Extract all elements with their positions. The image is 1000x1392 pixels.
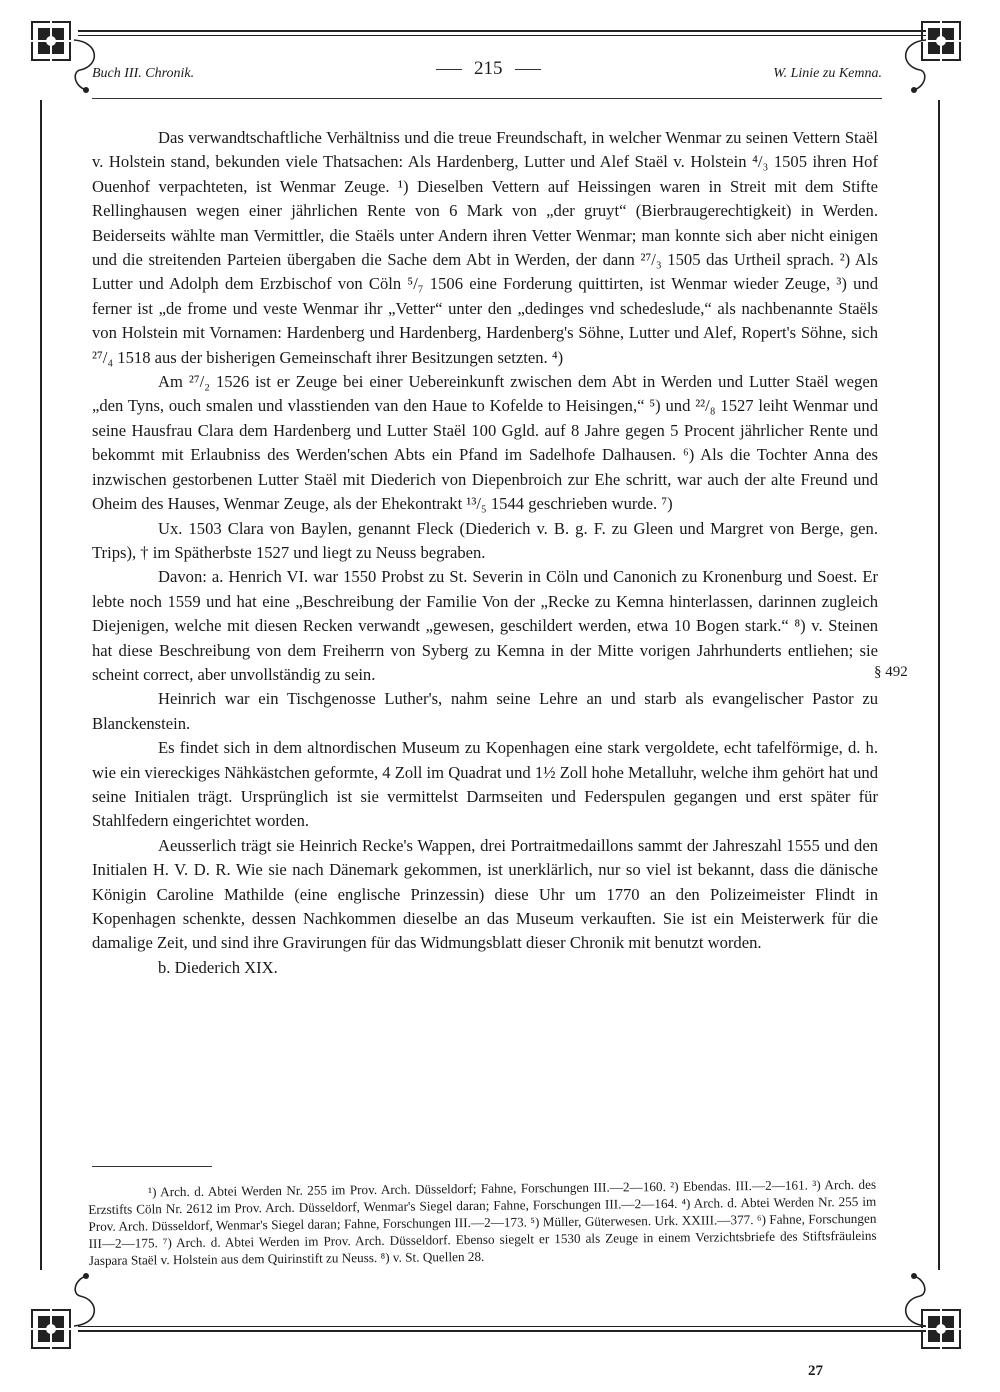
paragraph: Ux. 1503 Clara von Baylen, genannt Fleck (Diederich v. B. g. F. zu Gleen und Margret von Berge, gen. Trips), † im Spätherbste 1527 und liegt zu Neuss begraben. xyxy=(92,518,878,562)
scroll-ornament-bottom-right-icon xyxy=(890,1270,930,1330)
corner-ornament-top-left xyxy=(28,18,74,64)
corner-ornament-bottom-left xyxy=(28,1306,74,1352)
running-header xyxy=(92,58,882,90)
margin-note: § 492 xyxy=(874,664,908,680)
footnotes xyxy=(88,1176,877,1269)
scroll-ornament-top-right-icon xyxy=(890,36,930,96)
paragraph: Heinrich war ein Tischgenosse Luther's, nahm seine Lehre an und starb als evangelischer Pastor zu Blanckenstein. xyxy=(92,689,878,733)
frame-top-line-inner xyxy=(78,35,926,36)
paragraph: Das verwandtschaftliche Verhältniss und die treue Freundschaft, in welcher Wenmar zu seinen Vettern Staël v. Holstein stand, bekunden viele Thatsachen: Als Hardenberg, Lutter und Alef Staël v. Holstein ⁴/₃ 1505 ihren Hof Ouenhof verpachteten, ist Wenmar Zeuge. ¹) Dieselben Vettern auf Heissingen waren in Streit mit dem Stifte Rellinghausen wegen einer jährlichen Rente von 6 Mark von „der gruyt“ (Bierbraugerechtigkeit) in Werden. Beiderseits wählte man Vermittler, die Staëls unter Andern ihren Vetter Wenmar; man konnte sich aber nicht einigen und die streitenden Parteien übergaben die Sache dem Abt in Werden, der dann ²⁷/₃ 1505 das Urtheil sprach. ²) Als Lutter und Adolph dem Erzbischof von Cöln ⁵/₇ 1506 eine Forderung quittirten, ist Wenmar wieder Zeuge, ³) und ferner ist „de frome und veste Wenmar ihr „Vetter“ unter den „dedinges vnd schedeslude,“ als nachbenannte Staëls von Holstein mit Vornamen: Hardenberg und Hardenberg, Hardenberg's Söhne, Lutter und Alef, Ropert's Söhne, sich ²⁷/₄ 1518 aus der bisherigen Gemeinschaft ihrer Besitzungen setzten. ⁴) xyxy=(92,128,878,367)
footnote-rule xyxy=(92,1166,212,1167)
header-rule xyxy=(92,98,882,99)
header-page-number xyxy=(424,58,553,80)
footer-page-number: 27 xyxy=(808,1363,823,1379)
frame-right-line xyxy=(938,100,940,1270)
frame-top-line xyxy=(78,30,926,32)
paragraph: Es findet sich in dem altnordischen Museum zu Kopenhagen eine stark vergoldete, echt tafelförmige, d. h. wie ein viereckiges Nähkästchen geformte, 4 Zoll im Quadrat und 1½ Zoll hohe Metalluhr, welche ihm gehört hat und seine Initialen trägt. Ursprünglich ist sie vermittelst Darmseiten und Federspulen gegangen und erst später für Stahlfedern eingerichtet worden. xyxy=(92,738,878,831)
main-text xyxy=(92,126,878,980)
paragraph: Aeusserlich trägt sie Heinrich Recke's Wappen, drei Portraitmedaillons sammt der Jahreszahl 1555 und den Initialen H. V. D. R. Wie sie nach Dänemark gekommen, ist unerklärlich, nur so viel ist bekannt, dass die dänische Königin Caroline Mathilde (eine englische Prinzessin) diese Uhr um 1770 an den Polizeimeister Flindt in Kopenhagen schenkte, dessen Nachkommen dieselbe an das Museum verkauften. Sie ist ein Meisterwerk für die damalige Zeit, und sind ihre Gravirungen für das Widmungsblatt dieser Chronik mit benutzt worden. xyxy=(92,835,878,953)
header-left: Buch III. Chronik. xyxy=(92,66,195,81)
frame-bottom-line-inner xyxy=(78,1326,926,1327)
page-number: 215 xyxy=(474,58,503,79)
frame-left-line xyxy=(40,100,42,1270)
frame-bottom-line xyxy=(78,1330,926,1332)
paragraph: b. Diederich XIX. xyxy=(158,957,278,977)
paragraph: Am ²⁷/₂ 1526 ist er Zeuge bei einer Uebereinkunft zwischen dem Abt in Werden und Lutter Staël wegen „den Tyns, ouch smalen und vlasstienden van den Haue to Kofelde to Heisingen,“ ⁵) und ²²/₈ 1527 leiht Wenmar und seine Hausfrau Clara dem Hardenberg und Lutter Staël 100 Ggld. auf 8 Jahre gegen 5 Procent jährlicher Rente und bekommt mit Erlaubniss des Werden'schen Abts ein Pfand im Sadelhofe Dalhausen. ⁶) Als die Tochter Anna des inzwischen gestorbenen Lutter Staël mit Diederich von Diepenbroich zur Ehe schritt, war auch der alte Freund und Oheim des Hauses, Wenmar Zeuge, als der Ehekontrakt ¹³/₅ 1544 geschrieben wurde. ⁷) xyxy=(92,372,878,514)
scroll-ornament-bottom-left-icon xyxy=(70,1270,110,1330)
header-right: W. Linie zu Kemna. xyxy=(773,66,882,81)
footnote-text: ¹) Arch. d. Abtei Werden Nr. 255 im Prov. Arch. Düsseldorf; Fahne, Forschungen III.—2—160. ²) Ebendas. III.—2—161. ³) Arch. des Erzstifts Cöln Nr. 2612 im Prov. Arch. Düsseldorf, Wenmar's Siegel daran; Fahne, Forschungen III.—2—164. ⁴) Arch. d. Abtei Werden Nr. 255 im Prov. Arch. Düsseldorf, Wenmar's Siegel daran; Fahne, Forschungen III.—2—173. ⁵) Müller, Güterwesen. Urk. XXIII.—377. ⁶) Fahne, Forschungen III—2—175. ⁷) Arch. d. Abtei Werden im Prov. Arch. Düsseldorf. Ebenso siegelt er 1530 als Zeuge in einem Verzichtsbriefe des Stiftsfräuleins Jaspara Staël v. Holstein aus dem Quirinstift zu Neuss. ⁸) v. St. Quellen 28. xyxy=(88,1176,877,1268)
paragraph: Davon: a. Henrich VI. war 1550 Probst zu St. Severin in Cöln und Canonich zu Kronenburg und Soest. Er lebte noch 1559 und hat eine „Beschreibung der Familie Von der „Recke zu Kemna hinterlassen, darinnen zugleich Diejenigen, welche mit diesen Recken verwandt „gewesen, geschildert werden, etwa 10 Bogen stark.“ ⁸) v. Steinen hat diese Beschreibung von dem Freiherrn von Syberg zu Kemna in der Mitte vorigen Jahrhunderts entliehen; sie scheint correct, aber unvollständig zu sein. xyxy=(92,567,878,684)
